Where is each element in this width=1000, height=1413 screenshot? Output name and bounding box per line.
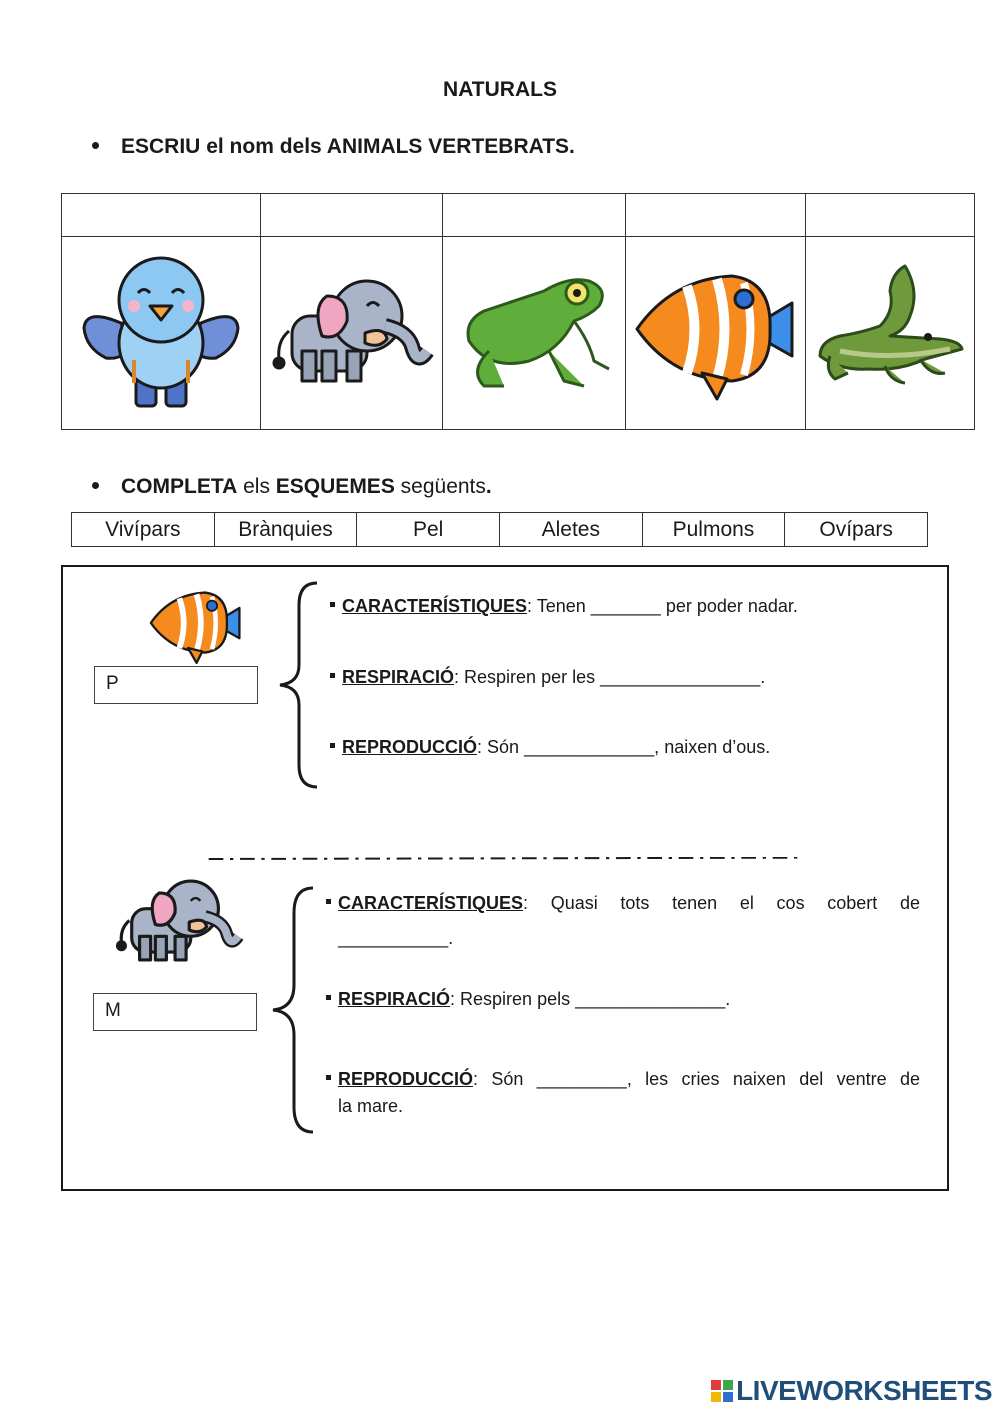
word-bank-item[interactable]: Vivípars — [72, 513, 215, 547]
breathing-label: RESPIRACIÓ — [342, 667, 455, 687]
reproduction-text[interactable]: : Són _____________, naixen d’ous. — [477, 737, 771, 757]
word-bank-item[interactable]: Pel — [357, 513, 500, 547]
animal-name-cell[interactable] — [626, 194, 806, 237]
curly-brace — [275, 580, 320, 790]
animal-name-cell[interactable] — [806, 194, 975, 237]
animal-picture-cell — [443, 237, 626, 430]
characteristics-label: CARACTERÍSTIQUES — [342, 596, 528, 616]
page-title: NATURALS — [443, 78, 557, 101]
characteristics-text[interactable]: : Quasi tots tenen el cos cobert de — [523, 893, 920, 913]
fish-icon — [148, 584, 244, 664]
animal-name-cell[interactable] — [260, 194, 443, 237]
liveworksheets-logo-icon — [711, 1380, 733, 1402]
fish-characteristics-row — [330, 593, 798, 620]
animal-name-input[interactable] — [626, 194, 805, 236]
reproduction-text-continued: la mare. — [338, 1096, 404, 1116]
animal-name-input[interactable] — [806, 194, 974, 236]
elephant-icon — [112, 873, 246, 968]
bird-icon — [76, 248, 246, 413]
breathing-text[interactable]: : Respiren pels _______________. — [450, 989, 731, 1009]
word-bank-item[interactable]: Ovípars — [785, 513, 928, 547]
logo-square — [723, 1380, 733, 1390]
characteristics-text[interactable]: : Tenen _______ per poder nadar. — [527, 596, 798, 616]
fish-breathing-row — [330, 664, 765, 691]
animal-name-input[interactable] — [443, 194, 625, 236]
liveworksheets-watermark — [711, 1375, 992, 1407]
word-bank — [71, 512, 928, 547]
breathing-text[interactable]: : Respiren per les ________________. — [454, 667, 766, 687]
reproduction-label: REPRODUCCIÓ — [338, 1069, 474, 1089]
elephant-icon — [267, 271, 437, 391]
bullet-square — [330, 743, 335, 748]
mammal-breathing-row — [326, 986, 730, 1013]
bullet-square — [330, 673, 335, 678]
characteristics-blank[interactable]: ___________. — [338, 928, 454, 948]
animal-picture-cell — [260, 237, 443, 430]
logo-square — [723, 1392, 733, 1402]
frog-icon — [449, 261, 619, 401]
animal-picture-cell — [626, 237, 806, 430]
bullet-square — [326, 995, 331, 1000]
bullet-square — [326, 899, 331, 904]
bullet-square — [326, 1075, 331, 1080]
breathing-label: RESPIRACIÓ — [338, 989, 451, 1009]
fish-reproduction-row — [330, 734, 770, 761]
animal-name-cell[interactable] — [62, 194, 261, 237]
animals-table — [61, 193, 975, 430]
animal-name-input[interactable] — [261, 194, 443, 236]
instruction-complete-schemas: COMPLETA els ESQUEMES següents. — [92, 475, 492, 499]
logo-square — [711, 1392, 721, 1402]
mammal-reproduction-row — [326, 1066, 920, 1120]
mammal-characteristics-row — [326, 890, 920, 952]
word-bank-item[interactable]: Brànquies — [214, 513, 357, 547]
reproduction-text[interactable]: : Són _________, les cries naixen del ventre de — [473, 1069, 920, 1089]
reproduction-label: REPRODUCCIÓ — [342, 737, 478, 757]
animal-name-input[interactable] — [62, 194, 260, 236]
bullet-square — [330, 602, 335, 607]
word-bank-item[interactable]: Pulmons — [642, 513, 785, 547]
curly-brace — [268, 885, 316, 1135]
instruction-write-names: ESCRIU el nom dels ANIMALS VERTEBRATS. — [92, 135, 575, 159]
animal-picture-cell — [62, 237, 261, 430]
word-bank-item[interactable]: Aletes — [499, 513, 642, 547]
bullet-dot — [92, 482, 99, 489]
animal-picture-cell — [806, 237, 975, 430]
crocodile-icon — [810, 261, 970, 401]
characteristics-label: CARACTERÍSTIQUES — [338, 893, 524, 913]
fish-icon — [632, 261, 800, 401]
animal-name-cell[interactable] — [443, 194, 626, 237]
mammal-group-answer-field[interactable]: M — [93, 993, 257, 1031]
dashed-divider — [61, 857, 947, 861]
watermark-text: LIVEWORKSHEETS — [736, 1375, 992, 1406]
fish-group-answer-field[interactable]: P — [94, 666, 258, 704]
logo-square — [711, 1380, 721, 1390]
bullet-dot — [92, 142, 99, 149]
